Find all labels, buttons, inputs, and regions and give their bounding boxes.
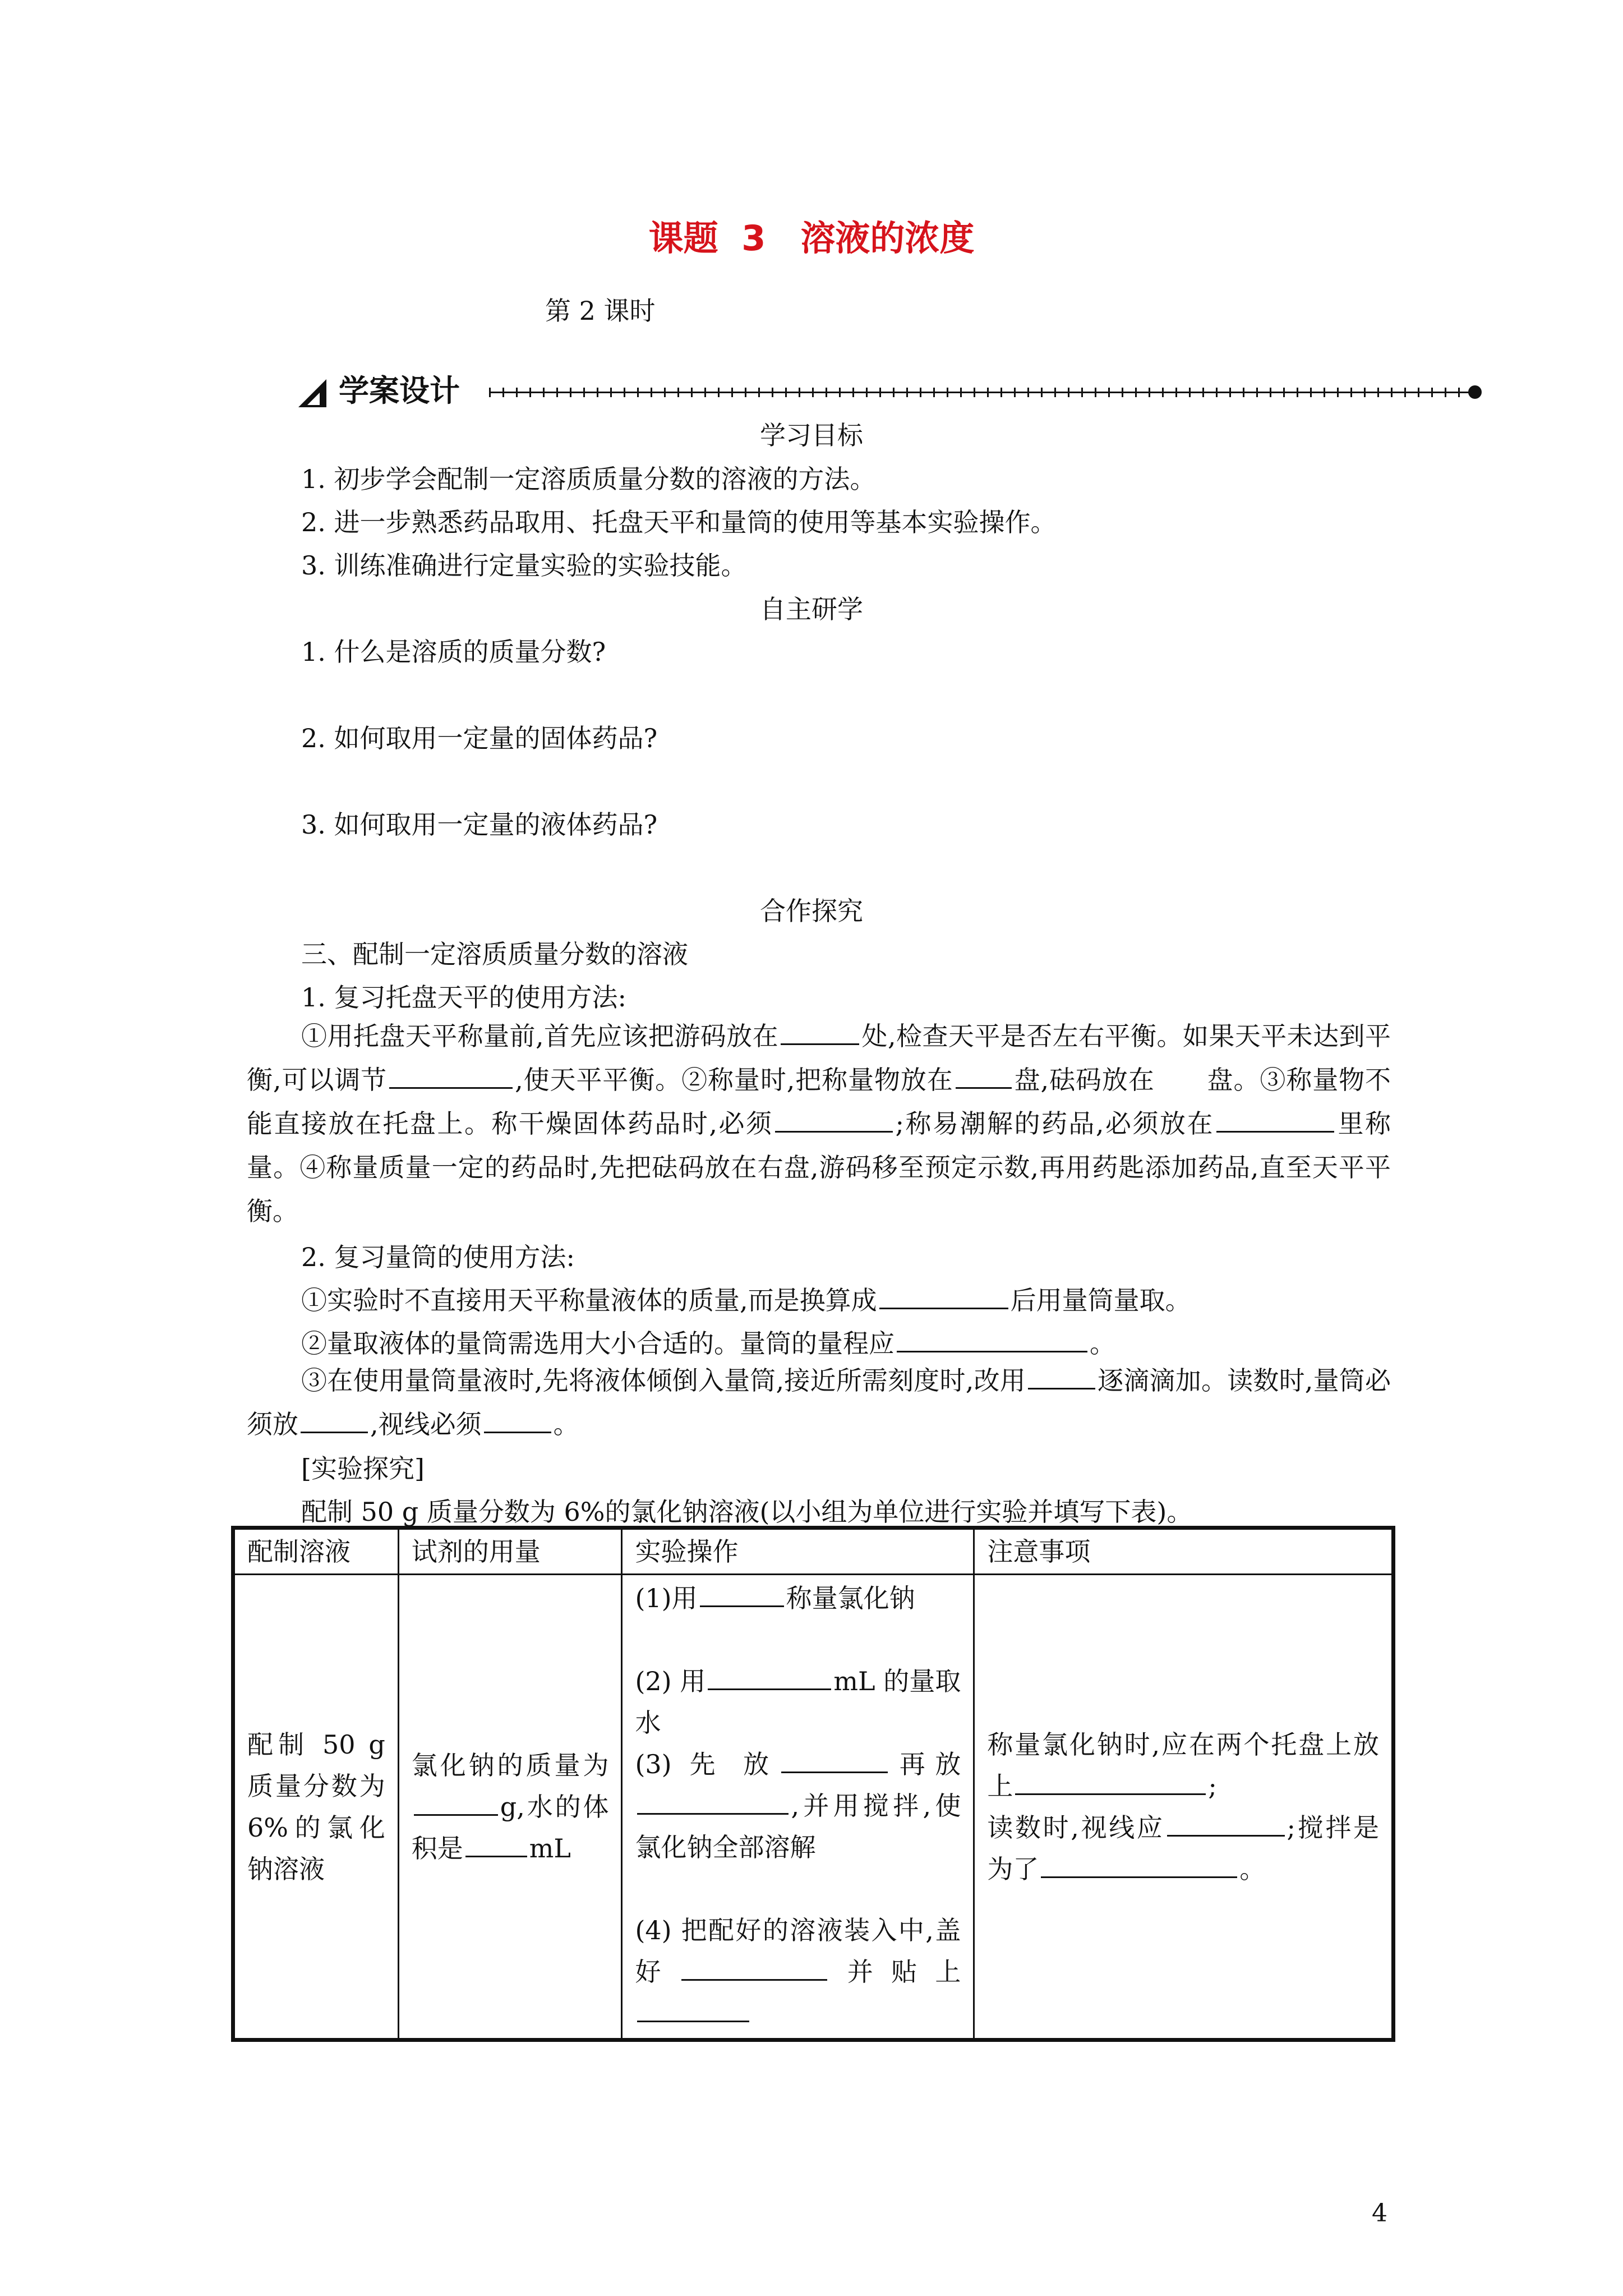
banner-label: 学案设计: [339, 373, 460, 408]
answer-blank[interactable]: [708, 1688, 831, 1690]
text-run: ①用托盘天平称量前,首先应该把游码放在: [301, 1021, 779, 1051]
text-run: mL 的量取水: [635, 1666, 961, 1738]
text-run: 并贴上: [829, 1957, 961, 1987]
cylinder-line-1: [301, 1280, 1191, 1317]
op-step-3: [635, 1743, 961, 1868]
text-run: 称量氯化钠时,应在两个托盘上放上: [987, 1729, 1379, 1801]
text-run: ③在使用量筒量液时,先将液体倾倒入量筒,接近所需刻度时,改用: [301, 1365, 1026, 1396]
text-run: ,使天平平衡。②称量时,把称量物放在: [515, 1065, 953, 1095]
answer-blank[interactable]: [775, 1130, 893, 1133]
text-run: ,并用搅拌,使氯化钠全部溶解: [635, 1791, 961, 1862]
cylinder-title: 2. 复习量筒的使用方法:: [301, 1242, 575, 1272]
op-step-4: [635, 1910, 961, 2034]
text-run: (4) 把配好的溶液装入中,盖好: [635, 1915, 961, 1987]
table-header: 注意事项: [974, 1528, 1394, 1575]
text-run: 里称量。④称量质量一定的药品时,先把砝码放在右盘,游码移至预定示数,再用药匙添加药品,直至天平平衡。: [247, 1108, 1391, 1226]
table-header: 配制溶液: [233, 1528, 399, 1575]
text-run: 后用量筒量取。: [1010, 1285, 1191, 1315]
text-run: 称量氯化钠: [786, 1583, 915, 1613]
answer-blank[interactable]: [956, 1087, 1012, 1089]
self-study-item: 1. 什么是溶质的质量分数?: [301, 637, 606, 667]
self-study-item: 3. 如何取用一定量的液体药品?: [301, 809, 658, 840]
text-run: 氯化钠的质量为: [411, 1750, 609, 1780]
banner-dot-icon: [1468, 385, 1482, 399]
text-run: 。: [553, 1409, 579, 1439]
op-step-2: [635, 1660, 961, 1743]
text-run: g,水的体积是: [411, 1791, 609, 1864]
solution-cell: 配制 50 g 质量分数为 6%的氯化钠溶液: [233, 1575, 399, 2040]
banner-triangle-inner: [307, 393, 320, 405]
answer-blank[interactable]: [465, 1855, 527, 1857]
text-run: ,视线必须: [370, 1409, 482, 1439]
answer-blank[interactable]: [637, 2020, 749, 2022]
text-run: mL: [529, 1833, 571, 1864]
balance-paragraph: [247, 1014, 1391, 1233]
table-header-row: [233, 1528, 1394, 1575]
coop-subheading: 三、配制一定溶质质量分数的溶液: [301, 939, 688, 969]
reagent-cell: [398, 1575, 622, 2040]
coop-heading: 合作探究: [760, 896, 863, 926]
text-run: (3) 先 放: [635, 1749, 779, 1779]
experiment-intro: 配制 50 g 质量分数为 6%的氯化钠溶液(以小组为单位进行实验并填写下表)。: [301, 1497, 1193, 1527]
section-banner: [298, 371, 1482, 411]
text-run: 。: [1239, 1853, 1266, 1884]
op-step-1: [635, 1577, 961, 1619]
answer-blank[interactable]: [1028, 1387, 1095, 1389]
text-run: 逐滴滴加。读数时,量筒必须放: [247, 1365, 1391, 1439]
answer-blank[interactable]: [389, 1087, 513, 1089]
text-run: (1)用: [635, 1583, 698, 1613]
text-run: ;称易潮解的药品,必须放在: [895, 1108, 1215, 1139]
text-run: (2) 用: [635, 1666, 706, 1696]
cylinder-paragraph-3: [247, 1359, 1391, 1446]
balance-title: 1. 复习托盘天平的使用方法:: [301, 982, 627, 1013]
answer-blank[interactable]: [1041, 1876, 1237, 1878]
experiment-label: [实验探究]: [301, 1453, 425, 1484]
table-row: [233, 1575, 1394, 2040]
page-number: 4: [1372, 2199, 1387, 2228]
answer-blank[interactable]: [301, 1431, 368, 1433]
text-run: ②量取液体的量筒需选用大小合适的。量筒的量程应: [301, 1328, 895, 1359]
self-study-heading: 自主研学: [760, 594, 863, 624]
answer-blank[interactable]: [1167, 1834, 1285, 1837]
text-run: ;: [1208, 1770, 1217, 1801]
goal-item: 2. 进一步熟悉药品取用、托盘天平和量筒的使用等基本实验操作。: [301, 507, 1057, 537]
table-header: 实验操作: [622, 1528, 974, 1575]
operations-cell: [622, 1575, 974, 2040]
text-run: 读数时,视线应: [987, 1812, 1165, 1843]
text-run: ①实验时不直接用天平称量液体的质量,而是换算成: [301, 1285, 877, 1315]
answer-blank[interactable]: [700, 1605, 784, 1607]
answer-blank[interactable]: [414, 1814, 498, 1816]
table-header: 试剂的用量: [398, 1528, 622, 1575]
answer-blank[interactable]: [781, 1043, 859, 1045]
goal-item: 3. 训练准确进行定量实验的实验技能。: [301, 550, 747, 581]
lesson-label: 第 2 课时: [545, 296, 656, 326]
answer-blank[interactable]: [681, 1978, 827, 1981]
experiment-table: [231, 1526, 1395, 2042]
text-run: 再放: [889, 1749, 961, 1779]
answer-blank[interactable]: [1015, 1793, 1206, 1795]
page-title: 课题 3 溶液的浓度: [648, 218, 975, 259]
self-study-item: 2. 如何取用一定量的固体药品?: [301, 723, 658, 753]
answer-blank[interactable]: [637, 1812, 789, 1815]
notes-cell: [974, 1575, 1394, 2040]
text-run: 。: [1090, 1328, 1115, 1359]
goals-heading: 学习目标: [760, 420, 863, 450]
answer-blank[interactable]: [1216, 1130, 1334, 1133]
goal-item: 1. 初步学会配制一定溶质质量分数的溶液的方法。: [301, 464, 876, 494]
answer-blank[interactable]: [879, 1307, 1008, 1309]
text-run: 盘,砝码放在 盘。③称量物不能直接放在托盘上。称干燥固体药品时,必须: [247, 1065, 1391, 1139]
banner-ticks: [489, 388, 1469, 397]
cylinder-line-2: [301, 1323, 1115, 1360]
text-run: 处,检查天平是否左右平衡。如果天平未达到平衡,可以调节: [247, 1021, 1391, 1095]
answer-blank[interactable]: [484, 1431, 551, 1433]
text-run: ;搅拌是为了: [987, 1812, 1380, 1884]
answer-blank[interactable]: [781, 1771, 888, 1773]
answer-blank[interactable]: [897, 1350, 1087, 1352]
